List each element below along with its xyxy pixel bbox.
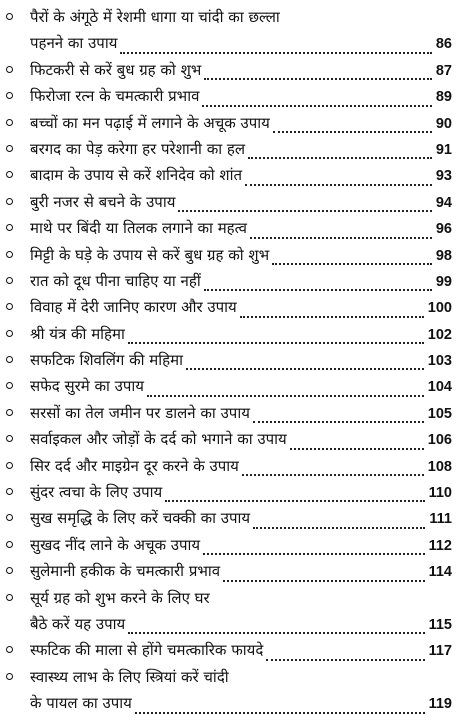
toc-leader-row [30,426,452,453]
toc-entry-title: माथे पर बिंदी या तिलक लगाने का महत्व [30,219,247,238]
toc-entry-title: श्री यंत्र की महिमा [30,324,125,343]
toc-page-number: 94 [435,194,452,211]
toc-page-number: 111 [429,511,452,528]
toc-leader-row [30,110,452,137]
toc-entry-title: बच्चों का मन पढ़ाई में लगाने के अचूक उपाय [30,113,270,132]
bullet-circle-icon [6,409,13,416]
dot-leader [223,580,424,582]
bullet-circle-icon [6,330,13,337]
dot-leader [202,105,431,107]
bullet-circle-icon [6,198,13,205]
toc-leader-row [30,690,452,717]
toc-entry[interactable] [0,426,460,452]
toc-entry-title: सरसों का तेल जमीन पर डालने का उपाय [30,403,250,422]
dot-leader [120,52,431,54]
bullet-circle-icon [6,594,13,601]
toc-leader-row [30,505,452,532]
bullet-circle-icon [6,277,13,284]
toc-entry-title: बैठे करें यह उपाय [30,614,126,633]
toc-entry-line [0,189,460,215]
toc-page-number: 87 [435,62,452,79]
dot-leader [165,500,424,502]
dot-leader [135,712,425,714]
toc-page-number: 103 [427,353,452,370]
toc-entry-line [0,57,460,83]
toc-leader-row [30,83,452,110]
toc-entry-title: बादाम के उपाय से करें शनिदेव को शांत [30,166,243,185]
toc-entry-line [0,453,460,479]
toc-page-number: 91 [435,141,452,158]
toc-entry-line [0,611,460,637]
toc-entry-title: फिरोजा रत्न के चमत्कारी प्रभाव [30,87,200,106]
toc-entry[interactable] [0,110,460,136]
toc-leader-row [30,558,452,585]
toc-page-number: 98 [435,247,452,264]
toc-page-number: 114 [428,564,452,581]
toc-entry-line [0,664,460,690]
toc-page-number: 86 [435,36,452,53]
toc-entry-title: फिटकरी से करें बुध ग्रह को शुभ [30,60,202,79]
toc-entry-line [0,268,460,294]
toc-entry-title: स्फटिक की माला से होंगे चमत्कारिक फायदे [30,641,264,660]
toc-entry-line [0,136,460,162]
bullet-circle-icon [6,119,13,126]
toc-page-number: 117 [428,643,452,660]
toc-entry[interactable] [0,664,460,717]
toc-entry[interactable] [0,558,460,584]
toc-entry-line [0,373,460,399]
toc-leader-row [30,294,452,321]
toc-entry[interactable] [0,268,460,294]
toc-entry[interactable] [0,83,460,109]
table-of-contents [0,4,460,717]
toc-entry[interactable] [0,400,460,426]
toc-leader-row [30,30,452,57]
toc-entry-line [0,321,460,347]
toc-entry[interactable] [0,479,460,505]
toc-page-number: 93 [435,168,452,185]
bullet-circle-icon [6,92,13,99]
dot-leader [253,421,424,423]
toc-page-number: 89 [435,89,452,106]
dot-leader [128,632,424,634]
toc-entry[interactable] [0,136,460,162]
toc-entry-title: बरगद का पेड़ करेगा हर परेशानी का हल [30,139,246,158]
toc-entry-title: बुरी नजर से बचने के उपाय [30,192,176,211]
toc-leader-row [30,136,452,163]
dot-leader [272,263,432,265]
toc-leader-row [30,57,452,84]
toc-page-number: 100 [427,300,452,317]
toc-entry[interactable] [0,585,460,638]
toc-entry-title: पहनने का उपाय [30,34,118,53]
toc-entry[interactable] [0,162,460,188]
bullet-circle-icon [6,66,13,73]
toc-entry-line [0,110,460,136]
toc-entry-line [0,83,460,109]
toc-entry-line [0,690,460,716]
toc-page-number: 104 [427,379,452,396]
toc-leader-row [30,189,452,216]
toc-leader-row [30,479,452,506]
toc-entry[interactable] [0,215,460,241]
toc-entry-line [0,242,460,268]
dot-leader [186,368,424,370]
bullet-circle-icon [6,303,13,310]
toc-entry-line [0,558,460,584]
toc-entry-title: सूर्य ग्रह को शुभ करने के लिए घर [30,588,210,607]
toc-entry[interactable] [0,321,460,347]
toc-leader-row [30,611,452,638]
toc-entry[interactable] [0,294,460,320]
bullet-circle-icon [6,224,13,231]
bullet-circle-icon [6,13,13,20]
dot-leader [128,342,424,344]
bullet-circle-icon [6,462,13,469]
dot-leader [204,289,432,291]
toc-entry-line [0,30,460,56]
toc-leader-row [30,400,452,427]
toc-entry-title: सुख समृद्धि के लिए करें चक्की का उपाय [30,509,251,528]
toc-entry-line [0,426,460,452]
toc-leader-row [30,347,452,374]
bullet-circle-icon [6,171,13,178]
dot-leader [204,78,432,80]
toc-entry-line [0,479,460,505]
toc-entry-title: सफटिक शिवलिंग की महिमा [30,351,183,370]
toc-page-number: 105 [427,405,452,422]
bullet-circle-icon [6,382,13,389]
toc-entry-line [0,215,460,241]
toc-entry-title: स्वास्थ्य लाभ के लिए स्त्रियां करें चांदी [30,667,229,686]
toc-entry-title: सुखद नींद लाने के अचूक उपाय [30,535,201,554]
bullet-circle-icon [6,145,13,152]
bullet-circle-icon [6,541,13,548]
dot-leader [253,527,425,529]
toc-entry-line [0,347,460,373]
toc-entry-title: सुंदर त्वचा के लिए उपाय [30,483,163,502]
toc-entry[interactable] [0,505,460,531]
bullet-circle-icon [6,488,13,495]
toc-entry-line [0,505,460,531]
toc-entry-title: सर्वाइकल और जोड़ों के दर्द को भगाने का उपाय [30,430,287,449]
toc-leader-row [30,321,452,348]
toc-page-number: 115 [428,616,452,633]
toc-leader-row [30,215,452,242]
dot-leader [203,553,424,555]
toc-entry-title: मिट्टी के घड़े के उपाय से करें बुध ग्रह को शुभ [30,245,270,264]
toc-entry[interactable] [0,637,460,663]
toc-page-number: 119 [428,696,452,713]
toc-entry-title: रात को दूध पीना चाहिए या नहीं [30,271,201,290]
toc-page-number: 96 [435,221,452,238]
toc-entry-title: पैरों के अंगूठे में रेशमी धागा या चांदी का छल्ला [30,8,280,26]
toc-entry[interactable] [0,242,460,268]
toc-entry[interactable] [0,189,460,215]
toc-page-number: 102 [427,326,452,343]
toc-entry[interactable] [0,347,460,373]
toc-page-number: 112 [428,537,452,554]
toc-entry-line [0,294,460,320]
bullet-circle-icon [6,567,13,574]
dot-leader [248,157,432,159]
toc-entry[interactable] [0,57,460,83]
dot-leader [250,237,432,239]
dot-leader [178,210,431,212]
toc-page-number: 106 [427,432,452,449]
bullet-circle-icon [6,673,13,680]
toc-entry-title: के पायल का उपाय [30,694,132,713]
toc-entry-line [0,400,460,426]
dot-leader [290,448,424,450]
toc-leader-row [30,373,452,400]
dot-leader [242,474,424,476]
toc-leader-row [30,532,452,559]
toc-entry[interactable] [0,453,460,479]
toc-page-number: 90 [435,115,452,132]
toc-page-number: 108 [427,458,452,475]
toc-page-number: 99 [435,273,452,290]
toc-leader-row [30,162,452,189]
toc-page-number: 110 [428,485,452,502]
toc-leader-row [30,453,452,480]
toc-entry-line [0,4,460,30]
toc-entry-line [0,532,460,558]
toc-leader-row [30,242,452,269]
dot-leader [245,184,432,186]
toc-entry[interactable] [0,373,460,399]
bullet-circle-icon [6,646,13,653]
dot-leader [266,659,424,661]
toc-entry-title: सफेद सुरमे का उपाय [30,377,144,396]
bullet-circle-icon [6,251,13,258]
toc-leader-row [30,268,452,295]
bullet-circle-icon [6,435,13,442]
toc-entry[interactable] [0,4,460,57]
toc-entry-title: विवाह में देरी जानिए कारण और उपाय [30,298,237,317]
toc-entry-line [0,162,460,188]
bullet-circle-icon [6,514,13,521]
dot-leader [147,395,424,397]
toc-entry[interactable] [0,532,460,558]
toc-leader-row [30,637,452,664]
toc-entry-title: सुलेमानी हकीक के चमत्कारी प्रभाव [30,562,221,581]
dot-leader [240,316,424,318]
toc-entry-line [0,637,460,663]
toc-entry-title: सिर दर्द और माइग्रेन दूर करने के उपाय [30,456,239,475]
bullet-circle-icon [6,356,13,363]
dot-leader [273,131,432,133]
toc-entry-line [0,585,460,611]
